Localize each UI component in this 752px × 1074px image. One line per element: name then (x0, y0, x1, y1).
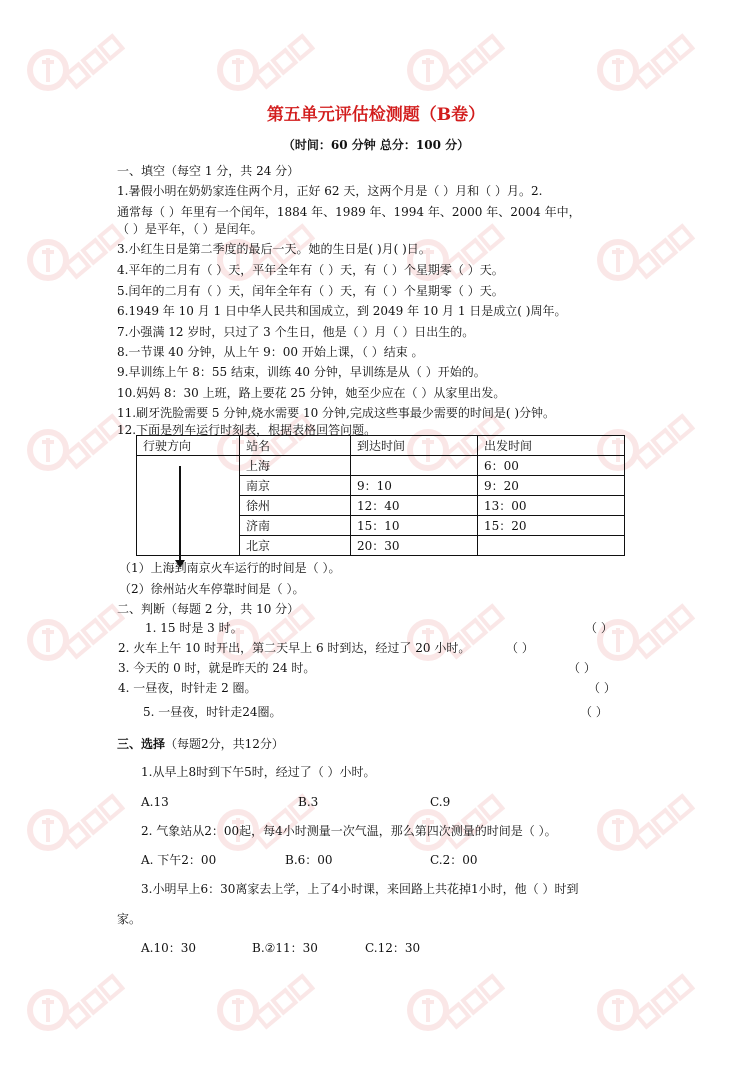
question-line: 1.暑假小明在奶奶家连住两个月，正好 62 天，这两个月是（ ）月和（ ）月。2. (117, 184, 543, 198)
table-header-row (137, 436, 625, 456)
question-line: 12.下面是列车运行时刻表，根据表格回答问题。 (117, 423, 377, 437)
watermark-logo-icon (20, 950, 140, 1070)
table-row (137, 456, 625, 476)
section3-heading-score: （每题2分，共12分） (165, 737, 284, 751)
answer-blank: （ ） (585, 621, 613, 635)
page-subtitle: （时间：60 分钟 总分：100 分） (282, 138, 470, 152)
question-line: （ ）是平年，（ ）是闰年。 (117, 222, 263, 236)
arrive-cell: 9：10 (351, 476, 478, 496)
station-cell: 北京 (240, 536, 351, 556)
choice-option: C.9 (430, 795, 451, 809)
station-cell: 上海 (240, 456, 351, 476)
station-cell: 徐州 (240, 496, 351, 516)
answer-blank: （ ） (580, 705, 608, 719)
arrive-cell: 12：40 (351, 496, 478, 516)
watermark-logo-icon (590, 200, 710, 320)
section2-heading: 二、判断（每题 2 分，共 10 分） (117, 602, 300, 616)
watermark-logo-icon (590, 950, 710, 1070)
choice-option: B.3 (298, 795, 319, 809)
depart-cell: 9：20 (478, 476, 625, 496)
direction-arrow-icon (179, 466, 181, 562)
direction-cell (137, 456, 240, 556)
station-cell: 南京 (240, 476, 351, 496)
depart-cell: 15：20 (478, 516, 625, 536)
page-title: 第五单元评估检测题（B卷） (266, 105, 486, 125)
choice-option: B.②11：30 (252, 941, 318, 955)
arrive-cell: 15：10 (351, 516, 478, 536)
choice-option: B.6：00 (285, 853, 333, 867)
arrive-cell: 20：30 (351, 536, 478, 556)
question-line: 8.一节课 40 分钟，从上午 9：00 开始上课，（ ）结束 。 (117, 345, 424, 359)
choice-question: 3.小明早上6：30离家去上学，上了4小时课，来回路上共花掉1小时，他（ ）时到 (141, 882, 579, 896)
depart-cell: 6：00 (478, 456, 625, 476)
table-header-cell: 站名 (240, 436, 351, 456)
watermark-logo-icon (400, 950, 520, 1070)
choice-question: 1.从早上8时到下午5时，经过了（ ）小时。 (141, 765, 376, 779)
answer-blank: （ ） (568, 661, 596, 675)
depart-cell (478, 536, 625, 556)
question-line: 通常每（ ）年里有一个闰年，1884 年、1989 年、1994 年、2000 年、2004 年中， (117, 205, 581, 219)
choice-question: 2. 气象站从2：00起，每4小时测量一次气温，那么第四次测量的时间是（ ）。 (141, 824, 557, 838)
depart-cell: 13：00 (478, 496, 625, 516)
choice-option: A.10：30 (141, 941, 197, 955)
question-line: 11.刷牙洗脸需要 5 分钟,烧水需要 10 分钟,完成这些事最少需要的时间是( )分钟。 (117, 406, 556, 420)
train-timetable (136, 435, 625, 556)
table-header-cell: 出发时间 (478, 436, 625, 456)
choice-option: C.2：00 (430, 853, 478, 867)
watermark-logo-icon (20, 770, 140, 890)
section1-heading: 一、填空（每空 1 分，共 24 分） (117, 164, 300, 178)
question-line: 5.闰年的二月有（ ）天，闰年全年有（ ）天，有（ ）个星期零（ ）天。 (117, 284, 504, 298)
question-line: 9.早训练上午 8：55 结束，训练 40 分钟，早训练是从（ ）开始的。 (117, 365, 486, 379)
sub-question: （1）上海到南京火车运行的时间是（ ）。 (119, 561, 341, 575)
watermark-logo-icon (210, 950, 330, 1070)
watermark-logo-icon (590, 770, 710, 890)
judge-item: 5. 一昼夜，时针走24圈。 (143, 705, 282, 719)
arrive-cell (351, 456, 478, 476)
choice-option: A.13 (141, 795, 169, 809)
choice-option: A. 下午2：00 (141, 853, 217, 867)
section3-heading (117, 736, 284, 752)
question-line: 3.小红生日是第二季度的最后一天。她的生日是( )月( )日。 (117, 242, 431, 256)
judge-item: 1. 15 时是 3 时。 (145, 621, 243, 635)
table-header-cell: 到达时间 (351, 436, 478, 456)
table-header-cell: 行驶方向 (137, 436, 240, 456)
judge-item: 2. 火车上午 10 时开出，第二天早上 6 时到达，经过了 20 小时。 (118, 641, 471, 655)
choice-question-continued: 家。 (117, 912, 142, 926)
sub-question: （2）徐州站火车停靠时间是（ ）。 (119, 582, 305, 596)
question-line: 10.妈妈 8：30 上班，路上要花 25 分钟，她至少应在（ ）从家里出发。 (117, 386, 506, 400)
station-cell: 济南 (240, 516, 351, 536)
judge-item: 4. 一昼夜，时针走 2 圈。 (118, 681, 257, 695)
question-line: 7.小强满 12 岁时，只过了 3 个生日，他是（ ）月（ ）日出生的。 (117, 325, 475, 339)
judge-item: 3. 今天的 0 时，就是昨天的 24 时。 (118, 661, 316, 675)
answer-blank: （ ） (506, 641, 534, 655)
answer-blank: （ ） (588, 681, 616, 695)
section3-heading-label: 三、选择 (117, 737, 166, 751)
choice-option: C.12：30 (365, 941, 421, 955)
question-line: 4.平年的二月有（ ）天，平年全年有（ ）天，有（ ）个星期零（ ）天。 (117, 263, 504, 277)
question-line: 6.1949 年 10 月 1 日中华人民共和国成立，到 2049 年 10 月 1 日是成立( )周年。 (117, 304, 567, 318)
